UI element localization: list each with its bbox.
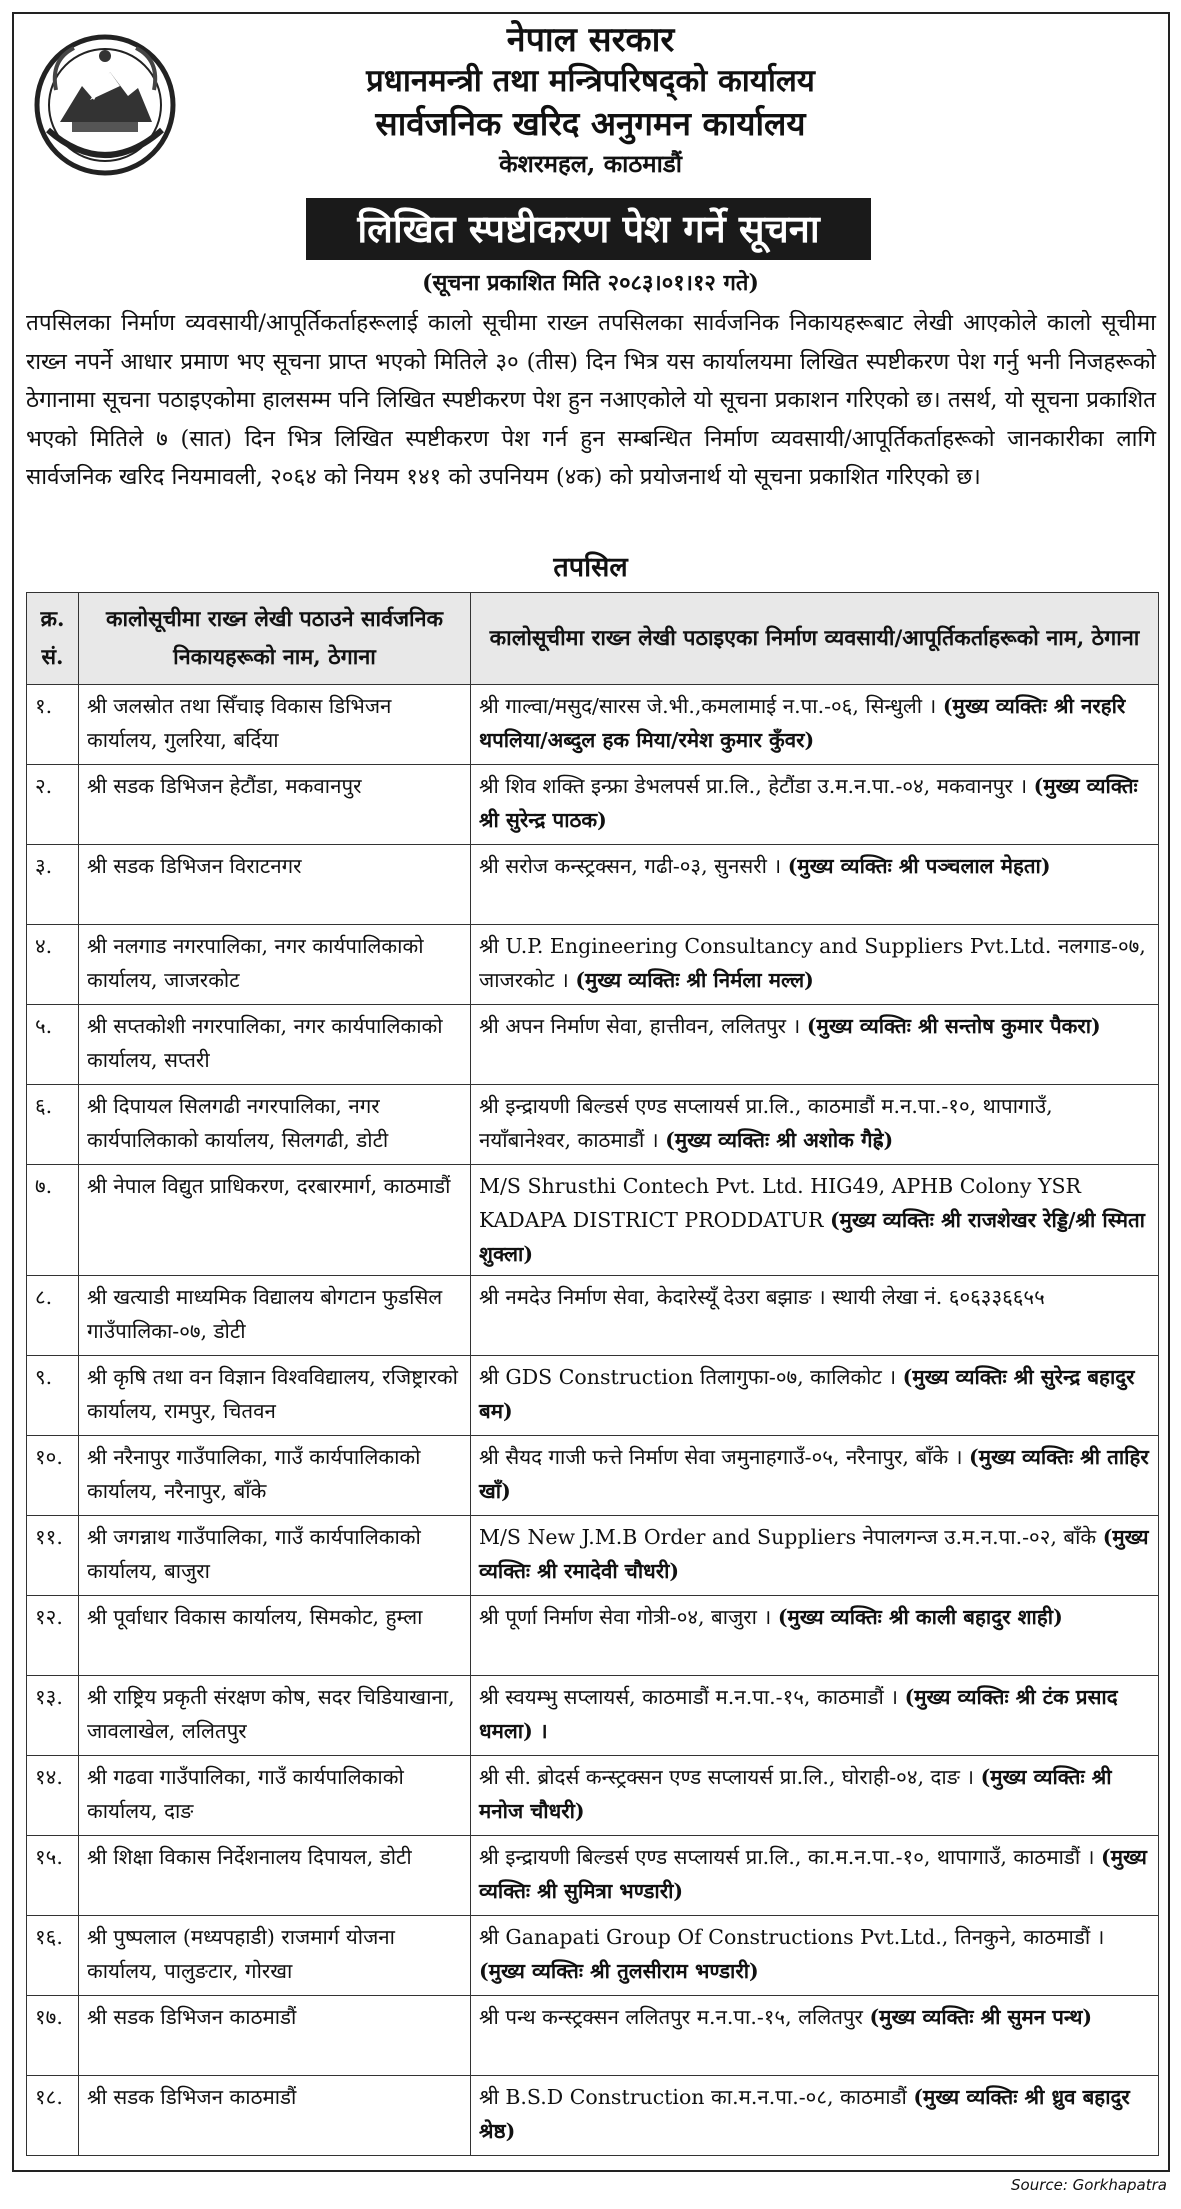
row-public-body: श्री दिपायल सिलगढी नगरपालिका, नगर कार्यपालिकाको कार्यालय, सिलगढी, डोटी xyxy=(79,1085,471,1165)
row-vendor xyxy=(471,1436,1159,1516)
row-vendor xyxy=(471,1676,1159,1756)
row-public-body: श्री पूर्वाधार विकास कार्यालय, सिमकोट, हुम्ला xyxy=(79,1596,471,1676)
vendor-name: श्री पूर्णा निर्माण सेवा गोत्री-०४, बाजुरा । xyxy=(479,1605,772,1629)
col-header-sn: क्र. सं. xyxy=(27,593,79,685)
vendor-key-person: (मुख्य व्यक्तिः श्री काली बहादुर शाही) xyxy=(777,1605,1063,1629)
schedule-heading: तपसिल xyxy=(553,552,628,583)
row-vendor xyxy=(471,1276,1159,1356)
table-header-row xyxy=(27,593,1159,685)
header-address: केशरमहल, काठमाडौं xyxy=(499,149,682,178)
table-row xyxy=(27,1916,1159,1996)
row-serial: १२. xyxy=(27,1596,79,1676)
vendor-key-person: (मुख्य व्यक्तिः श्री निर्मला मल्ल) xyxy=(575,968,814,992)
row-public-body: श्री पुष्पलाल (मध्यपहाडी) राजमार्ग योजना कार्यालय, पालुङटार, गोरखा xyxy=(79,1916,471,1996)
intro-paragraph: तपसिलका निर्माण व्यवसायी/आपूर्तिकर्ताहरूलाई कालो सूचीमा राख्न तपसिलका सार्वजनिक निकायहरूबाट लेखी आएकोले कालो सूचीमा राख्न नपर्ने आधार प्रमाण भए सूचना प्राप्त भएको मितिले ३० (तीस) दिन भित्र यस कार्यालयमा लिखित स्पष्टीकरण पेश गर्नु भनी निजहरूको ठेगानामा सूचना पठाइएकोमा हालसम्म पनि लिखित स्पष्टीकरण पेश हुन नआएकोले यो सूचना प्रकाशन गरिएको छ। तसर्थ, यो सूचना प्रकाशित भएको मितिले ७ (सात) दिन भित्र लिखित स्पष्टीकरण पेश गर्न हुन सम्बन्धित निर्माण व्यवसायी/आपूर्तिकर्ताहरूको जानकारीका लागि सार्वजनिक खरिद नियमावली, २०६४ को नियम १४१ को उपनियम (४क) को प्रयोजनार्थ यो सूचना प्रकाशित गरिएको छ। xyxy=(26,310,1156,490)
table-row xyxy=(27,1085,1159,1165)
vendor-key-person: (मुख्य व्यक्तिः श्री ध्रुव बहादुर श्रेष्ठ) xyxy=(479,2085,1130,2143)
row-public-body: श्री खत्याडी माध्यमिक विद्यालय बोगटान फुडसिल गाउँपालिका-०७, डोटी xyxy=(79,1276,471,1356)
row-serial: १५. xyxy=(27,1836,79,1916)
vendor-name: श्री अपन निर्माण सेवा, हात्तीवन, ललितपुर । xyxy=(479,1014,801,1038)
vendor-key-person: (मुख्य व्यक्तिः श्री राजशेखर रेड्डि/श्री स्मिता शुक्ला) xyxy=(479,1208,1145,1266)
row-serial: १३. xyxy=(27,1676,79,1756)
vendor-name: श्री सैयद गाजी फत्ते निर्माण सेवा जमुनाहगाउँ-०५, नरैनापुर, बाँके । xyxy=(479,1445,963,1469)
vendor-key-person: (मुख्य व्यक्तिः श्री ताहिर खाँ) xyxy=(479,1445,1149,1503)
row-public-body: श्री गढवा गाउँपालिका, गाउँ कार्यपालिकाको कार्यालय, दाङ xyxy=(79,1756,471,1836)
vendor-key-person: (मुख्य व्यक्तिः श्री सुमन पन्थ) xyxy=(869,2005,1093,2029)
vendor-name: श्री नमदेउ निर्माण सेवा, केदारेस्यूँ देउरा बझाङ । स्थायी लेखा नं. ६०६३३६६५५ xyxy=(479,1285,1045,1309)
row-public-body: श्री सडक डिभिजन काठमाडौं xyxy=(79,1996,471,2076)
notice-title: लिखित स्पष्टीकरण पेश गर्ने सूचना xyxy=(306,198,871,260)
table-row xyxy=(27,1996,1159,2076)
vendor-name: श्री सरोज कन्स्ट्रक्सन, गढी-०३, सुनसरी । xyxy=(479,854,782,878)
row-serial: ५. xyxy=(27,1005,79,1085)
row-vendor xyxy=(471,1916,1159,1996)
vendor-key-person: (मुख्य व्यक्तिः श्री सन्तोष कुमार पैकरा) xyxy=(806,1014,1101,1038)
row-vendor xyxy=(471,1996,1159,2076)
vendor-name: श्री इन्द्रायणी बिल्डर्स एण्ड सप्लायर्स प्रा.लि., काठमाडौं म.न.पा.-१०, थापागाउँ, नयाँबानेश्वर, काठमाडौं । xyxy=(479,1094,1053,1152)
row-serial: ९. xyxy=(27,1356,79,1436)
blacklist-table xyxy=(26,592,1159,2156)
vendor-key-person: (मुख्य व्यक्तिः श्री मनोज चौधरी) xyxy=(479,1765,1112,1823)
table-row xyxy=(27,685,1159,765)
table-row xyxy=(27,1516,1159,1596)
vendor-key-person: (मुख्य व्यक्तिः श्री रमादेवी चौधरी) xyxy=(479,1525,1149,1583)
row-serial: १. xyxy=(27,685,79,765)
vendor-name: M/S New J.M.B Order and Suppliers नेपालगन्ज उ.म.न.पा.-०२, बाँके xyxy=(479,1525,1097,1549)
row-serial: ८. xyxy=(27,1276,79,1356)
row-public-body: श्री जगन्नाथ गाउँपालिका, गाउँ कार्यपालिकाको कार्यालय, बाजुरा xyxy=(79,1516,471,1596)
row-serial: १०. xyxy=(27,1436,79,1516)
col-header-body: कालोसूचीमा राख्न लेखी पठाउने सार्वजनिक निकायहरूको नाम, ठेगाना xyxy=(79,593,471,685)
table-row xyxy=(27,1276,1159,1356)
row-public-body: श्री नरैनापुर गाउँपालिका, गाउँ कार्यपालिकाको कार्यालय, नरैनापुर, बाँके xyxy=(79,1436,471,1516)
table-row xyxy=(27,845,1159,925)
row-serial: १४. xyxy=(27,1756,79,1836)
source-credit: Source: Gorkhapatra xyxy=(1011,2176,1167,2194)
table-row xyxy=(27,1596,1159,1676)
row-vendor xyxy=(471,2076,1159,2156)
table-row xyxy=(27,2076,1159,2156)
vendor-key-person: (मुख्य व्यक्तिः श्री सुमित्रा भण्डारी) xyxy=(479,1845,1147,1903)
row-vendor xyxy=(471,765,1159,845)
vendor-name: श्री गाल्वा/मसुद/सारस जे.भी.,कमलामाई न.पा.-०६, सिन्धुली । xyxy=(479,694,937,718)
row-vendor xyxy=(471,1756,1159,1836)
row-vendor xyxy=(471,1356,1159,1436)
header-government: नेपाल सरकार xyxy=(506,20,675,60)
vendor-name: श्री U.P. Engineering Consultancy and Suppliers Pvt.Ltd. नलगाड-०७, जाजरकोट । xyxy=(479,934,1146,992)
vendor-key-person: (मुख्य व्यक्तिः श्री टंक प्रसाद धमला) । xyxy=(479,1685,1118,1743)
table-row xyxy=(27,1356,1159,1436)
row-vendor xyxy=(471,1085,1159,1165)
vendor-key-person: (मुख्य व्यक्तिः श्री सुरेन्द्र बहादुर बम) xyxy=(479,1365,1135,1423)
row-serial: १६. xyxy=(27,1916,79,1996)
vendor-name: श्री पन्थ कन्स्ट्रक्सन ललितपुर म.न.पा.-१५, ललितपुर xyxy=(479,2005,863,2029)
row-serial: २. xyxy=(27,765,79,845)
row-vendor xyxy=(471,845,1159,925)
vendor-name: श्री सी. ब्रोदर्स कन्स्ट्रक्सन एण्ड सप्लायर्स प्रा.लि., घोराही-०४, दाङ । xyxy=(479,1765,975,1789)
table-row xyxy=(27,925,1159,1005)
row-public-body: श्री नलगाड नगरपालिका, नगर कार्यपालिकाको कार्यालय, जाजरकोट xyxy=(79,925,471,1005)
table-row xyxy=(27,1836,1159,1916)
vendor-key-person: (मुख्य व्यक्तिः श्री नरहरि थपलिया/अब्दुल हक मिया/रमेश कुमार कुँवर) xyxy=(479,694,1126,752)
row-public-body: श्री जलस्रोत तथा सिँचाइ विकास डिभिजन कार्यालय, गुलरिया, बर्दिया xyxy=(79,685,471,765)
vendor-name: M/S Shrusthi Contech Pvt. Ltd. HIG49, APHB Colony YSR KADAPA DISTRICT PRODDATUR xyxy=(479,1174,1081,1232)
vendor-key-person: (मुख्य व्यक्तिः श्री तुलसीराम भण्डारी) xyxy=(479,1959,759,1983)
row-serial: ६. xyxy=(27,1085,79,1165)
row-public-body: श्री सप्तकोशी नगरपालिका, नगर कार्यपालिकाको कार्यालय, सप्तरी xyxy=(79,1005,471,1085)
row-vendor xyxy=(471,1596,1159,1676)
header xyxy=(0,20,1181,182)
row-public-body: श्री सडक डिभिजन हेटौंडा, मकवानपुर xyxy=(79,765,471,845)
vendor-name: श्री Ganapati Group Of Constructions Pvt.Ltd., तिनकुने, काठमाडौं । xyxy=(479,1925,1105,1949)
row-serial: ४. xyxy=(27,925,79,1005)
row-vendor xyxy=(471,1516,1159,1596)
row-public-body: श्री नेपाल विद्युत प्राधिकरण, दरबारमार्ग, काठमाडौं xyxy=(79,1165,471,1276)
publication-date: (सूचना प्रकाशित मिति २०८३।०१।१२ गते) xyxy=(422,270,759,296)
row-public-body: श्री राष्ट्रिय प्रकृती संरक्षण कोष, सदर चिडियाखाना, जावलाखेल, ललितपुर xyxy=(79,1676,471,1756)
row-vendor xyxy=(471,1165,1159,1276)
table-row xyxy=(27,1676,1159,1756)
row-public-body: श्री सडक डिभिजन विराटनगर xyxy=(79,845,471,925)
table-row xyxy=(27,1436,1159,1516)
header-office-ppmo: सार्वजनिक खरिद अनुगमन कार्यालय xyxy=(375,104,806,143)
table-row xyxy=(27,1005,1159,1085)
row-vendor xyxy=(471,925,1159,1005)
row-serial: १७. xyxy=(27,1996,79,2076)
row-vendor xyxy=(471,685,1159,765)
table-row xyxy=(27,1165,1159,1276)
row-serial: ७. xyxy=(27,1165,79,1276)
vendor-name: श्री शिव शक्ति इन्फ्रा डेभलपर्स प्रा.लि., हेटौंडा उ.म.न.पा.-०४, मकवानपुर । xyxy=(479,774,1028,798)
row-serial: ११. xyxy=(27,1516,79,1596)
vendor-name: श्री स्वयम्भु सप्लायर्स, काठमाडौं म.न.पा.-१५, काठमाडौं । xyxy=(479,1685,899,1709)
row-public-body: श्री कृषि तथा वन विज्ञान विश्वविद्यालय, रजिष्ट्रारको कार्यालय, रामपुर, चितवन xyxy=(79,1356,471,1436)
row-serial: १८. xyxy=(27,2076,79,2156)
table-row xyxy=(27,1756,1159,1836)
vendor-key-person: (मुख्य व्यक्तिः श्री अशोक गैह्रे) xyxy=(665,1128,894,1152)
row-public-body: श्री सडक डिभिजन काठमाडौं xyxy=(79,2076,471,2156)
header-office-pm: प्रधानमन्त्री तथा मन्त्रिपरिषद्को कार्यालय xyxy=(366,63,815,99)
row-public-body: श्री शिक्षा विकास निर्देशनालय दिपायल, डोटी xyxy=(79,1836,471,1916)
row-vendor xyxy=(471,1005,1159,1085)
row-vendor xyxy=(471,1836,1159,1916)
col-header-vendor: कालोसूचीमा राख्न लेखी पठाइएका निर्माण व्यवसायी/आपूर्तिकर्ताहरूको नाम, ठेगाना xyxy=(471,593,1159,685)
vendor-name: श्री GDS Construction तिलागुफा-०७, कालिकोट । xyxy=(479,1365,897,1389)
table-row xyxy=(27,765,1159,845)
vendor-key-person: (मुख्य व्यक्तिः श्री सुरेन्द्र पाठक) xyxy=(479,774,1138,832)
vendor-name: श्री इन्द्रायणी बिल्डर्स एण्ड सप्लायर्स प्रा.लि., का.म.न.पा.-१०, थापागाउँ, काठमाडौं । xyxy=(479,1845,1095,1869)
row-serial: ३. xyxy=(27,845,79,925)
vendor-key-person: (मुख्य व्यक्तिः श्री पञ्चलाल मेहता) xyxy=(787,854,1051,878)
vendor-name: श्री B.S.D Construction का.म.न.पा.-०८, काठमाडौं xyxy=(479,2085,907,2109)
